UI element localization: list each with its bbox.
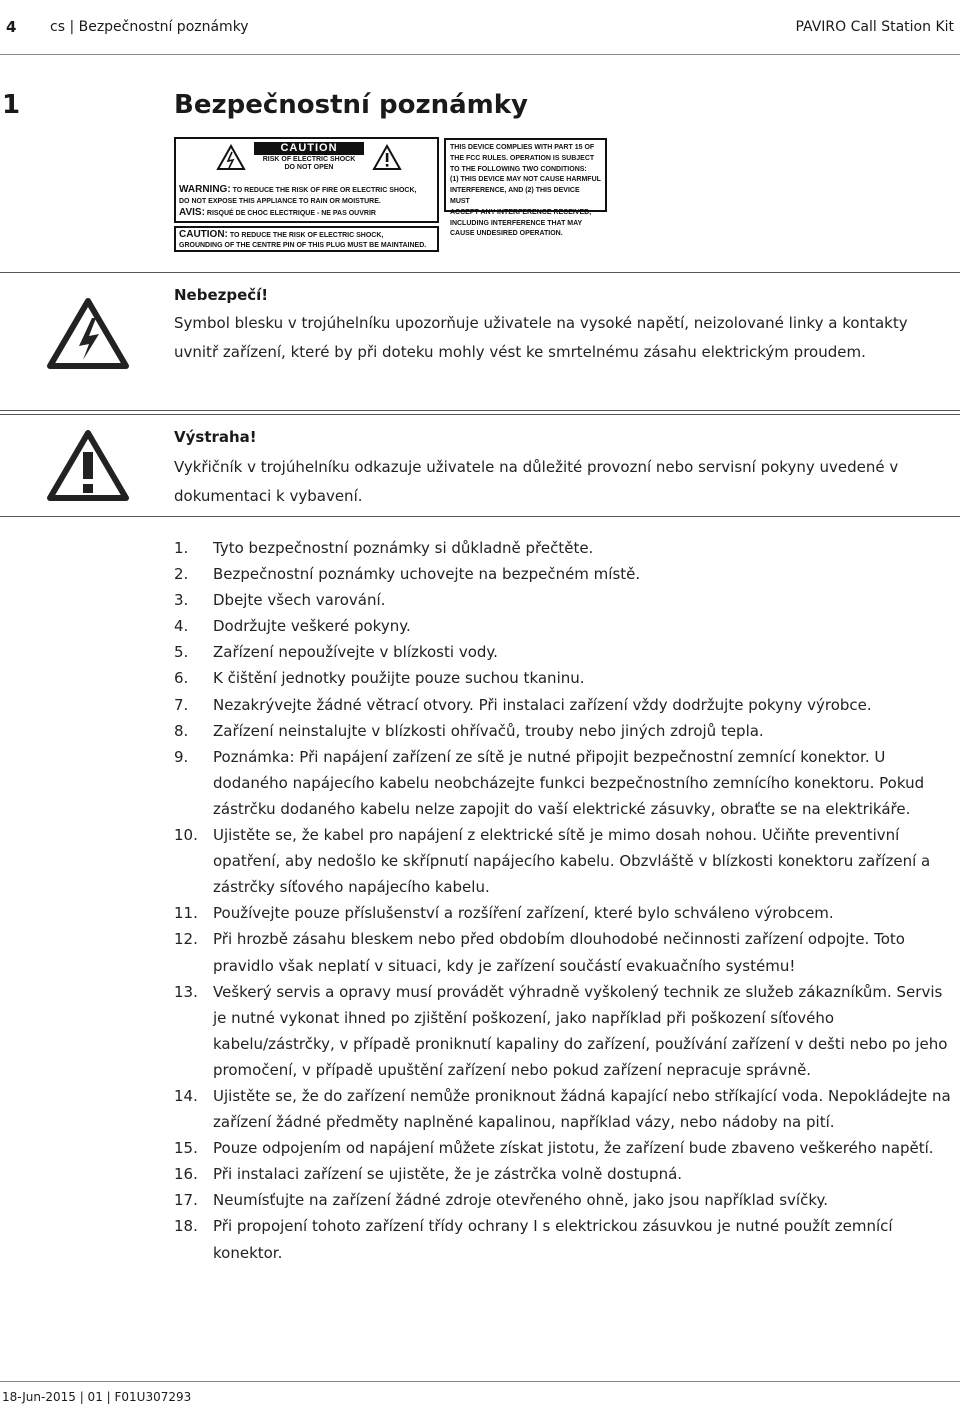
caution-subtitle: RISK OF ELECTRIC SHOCK DO NOT OPEN [262, 156, 356, 171]
header-product: PAVIRO Call Station Kit [795, 19, 954, 35]
exclamation-triangle-icon [372, 144, 402, 171]
plug-caution-line-1: CAUTION: TO REDUCE THE RISK OF ELECTRIC SHOCK, [179, 229, 384, 240]
list-item: 6. K čištění jednotky použijte pouze suchou tkaninu. [174, 669, 585, 688]
plug-caution-line-2: GROUNDING OF THE CENTRE PIN OF THIS PLUG MUST BE MAINTAINED. [179, 242, 427, 249]
danger-body: Symbol blesku v trojúhelníku upozorňuje uživatele na vysoké napětí, neizolované linky a kontakty uvnitř zařízení, které by při doteku mohly vést ke smrtelnému zásahu elektrickým proudem. [174, 314, 908, 361]
list-item: 2. Bezpečnostní poznámky uchovejte na bezpečném místě. [174, 565, 641, 584]
list-item: 11. Používejte pouze příslušenství a rozšíření zařízení, které bylo schváleno výrobcem. [174, 904, 834, 923]
header-chapter: cs | Bezpečnostní poznámky [50, 19, 249, 35]
danger-title: Nebezpečí! [174, 286, 269, 304]
list-item: 13. Veškerý servis a opravy musí provádět výhradně vyškolený technik ze služeb zákazníkům. Servis je nutné vykonat ihned po zjištění poškození, jako například při poškození síťového kabelu/zástrčky, v případě proniknutí kapaliny do zařízení, používání zařízení v dešti nebo po jeho promočení, v případě upuštění zařízení nebo pokud zařízení nepracuje správně. [174, 982, 948, 1079]
list-item: 9. Poznámka: Při napájení zařízení ze sítě je nutné připojit bezpečnostní zemnící konektor. U dodaného napájecího kabelu neobcházejte funkci bezpečnostního zemnícího konektoru. Pokud zástrčku dodaného kabelu nelze zapojit do vaší elektrické zásuvky, obraťte se na elektrikáře. [174, 747, 925, 818]
warning-line-1: WARNING: TO REDUCE THE RISK OF FIRE OR ELECTRIC SHOCK, [179, 184, 417, 195]
list-item: 17. Neumísťujte na zařízení žádné zdroje otevřeného ohně, jako jsou například svíčky. [174, 1191, 828, 1210]
warning-bottom-rule [0, 516, 960, 517]
caution-label [174, 137, 439, 223]
warning-top-rule [0, 414, 960, 415]
header-divider [0, 54, 960, 55]
exclamation-triangle-icon [46, 428, 130, 502]
footer-divider [0, 1381, 960, 1382]
caution-heading: CAUTION [254, 142, 364, 155]
list-item: 10. Ujistěte se, že kabel pro napájení z elektrické sítě je mimo dosah nohou. Učiňte preventivní opatření, aby nedošlo ke skřípnutí napájecího kabelu. Obzvláště v blízkosti konektoru zařízení a zástrčky síťového napájecího kabelu. [174, 826, 931, 897]
list-item: 4. Dodržujte veškeré pokyny. [174, 617, 411, 636]
fcc-text: THIS DEVICE COMPLIES WITH PART 15 OF THE FCC RULES. OPERATION IS SUBJECT TO THE FOLLOWING TWO CONDITIONS: (1) THIS DEVICE MAY NOT CAUSE HARMFUL INTERFERENCE, AND (2) THIS DEVICE MUST ACCEPT ANY INTERFERENCE RECEIVED, INCLUDING INTERFERENCE THAT MAY CAUSE UNDESIRED OPERATION. [450, 144, 601, 238]
safety-instructions-list [174, 535, 960, 1266]
danger-bottom-rule [0, 410, 960, 411]
warning-line-2: DO NOT EXPOSE THIS APPLIANCE TO RAIN OR MOISTURE. [179, 198, 381, 205]
list-item: 8. Zařízení neinstalujte v blízkosti ohřívačů, trouby nebo jiných zdrojů tepla. [174, 721, 764, 740]
list-item: 15. Pouze odpojením od napájení můžete získat jistotu, že zařízení bude zbaveno veškerého napětí. [174, 1139, 934, 1158]
list-item: 5. Zařízení nepoužívejte v blízkosti vody. [174, 643, 498, 662]
section-title: Bezpečnostní poznámky [174, 90, 528, 120]
section-number: 1 [2, 90, 21, 120]
footer-doc-info: 18-Jun-2015 | 01 | F01U307293 [2, 1390, 192, 1404]
danger-top-rule [0, 272, 960, 273]
list-item: 16. Při instalaci zařízení se ujistěte, že je zástrčka volně dostupná. [174, 1165, 683, 1184]
lightning-triangle-icon [216, 144, 246, 171]
warning-title: Výstraha! [174, 428, 257, 446]
list-item: 7. Nezakrývejte žádné větrací otvory. Při instalaci zařízení vždy dodržujte pokyny výrobce. [174, 695, 872, 714]
list-item: 1. Tyto bezpečnostní poznámky si důkladně přečtěte. [174, 539, 594, 557]
avis-line: AVIS: RISQUÉ DE CHOC ELECTRIQUE - NE PAS OUVRIR [179, 207, 376, 218]
page-number: 4 [6, 18, 17, 36]
list-item: 12. Při hrozbě zásahu bleskem nebo před obdobím dlouhodobé nečinnosti zařízení odpojte. Toto pravidlo však neplatí v situaci, kdy je zařízení součástí evakuačního systému! [174, 930, 905, 975]
plug-caution-label [174, 226, 439, 252]
warning-body: Vykřičník v trojúhelníku odkazuje uživatele na důležité provozní nebo servisní pokyny uvedené v dokumentaci k vybavení. [174, 458, 899, 505]
lightning-triangle-icon [46, 296, 130, 370]
list-item: 18. Při propojení tohoto zařízení třídy ochrany I s elektrickou zásuvkou je nutné použít zemnící konektor. [174, 1217, 893, 1262]
fcc-label [444, 138, 607, 238]
list-item: 3. Dbejte všech varování. [174, 591, 386, 610]
list-item: 14. Ujistěte se, že do zařízení nemůže proniknout žádná kapající nebo stříkající voda. Nepokládejte na zařízení žádné předměty naplněné kapalinou, například vázy, nebo nádoby na pití. [174, 1086, 951, 1132]
